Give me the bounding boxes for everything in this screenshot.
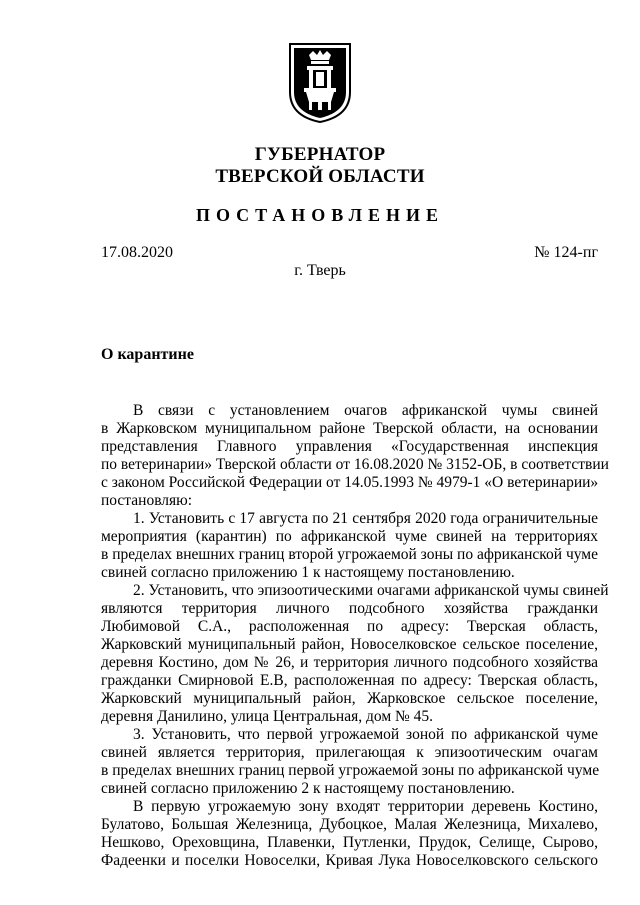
body-line: Булатово, Большая Железница, Дубоцкое, Малая Железница, Михалево,: [101, 816, 598, 833]
body-line: 1. Установить с 17 августа по 21 сентября 2020 года ограничительные: [133, 510, 598, 527]
document-subject: О карантине: [101, 346, 194, 363]
body-line: в пределах внешних границ первой угрожаемой зоны по африканской чуме: [101, 762, 600, 779]
body-line: деревня Данилино, улица Центральная, дом № 45.: [101, 708, 434, 725]
body-line: в Жарковском муниципальном районе Тверской области, на основании: [101, 420, 598, 437]
body-line: свиней согласно приложению 1 к настоящему постановлению.: [101, 564, 515, 581]
governor-title-line2: ТВЕРСКОЙ ОБЛАСТИ: [215, 166, 425, 187]
body-line: мероприятия (карантин) по африканской чуме свиней на территориях: [101, 528, 598, 545]
body-line: 2. Установить, что эпизоотическими очагами африканской чумы свиней: [133, 582, 609, 599]
document-date: 17.08.2020: [101, 244, 173, 261]
body-line: Нешково, Ореховщина, Плавенки, Путленки, Прудок, Селище, Сырово,: [101, 834, 598, 851]
body-line: Жарковский муниципальный район, Новоселковское сельское поселение,: [101, 636, 598, 653]
body-line: Жарковский муниципальный район, Жарковское сельское поселение,: [101, 690, 598, 707]
body-line: 3. Установить, что первой угрожаемой зоной по африканской чуме: [133, 726, 598, 743]
body-line: В связи с установлением очагов африканской чумы свиней: [133, 402, 598, 419]
body-line: Любимовой С.А., расположенная по адресу: Тверская область,: [101, 618, 598, 635]
coat-of-arms-emblem: [287, 42, 353, 124]
document-number: № 124-пг: [534, 244, 598, 261]
body-line: представления Главного управления «Государственная инспекция: [101, 438, 598, 455]
document-type-heading: ПОСТАНОВЛЕНИЕ: [195, 205, 445, 225]
body-line: являются территория личного подсобного хозяйства гражданки: [101, 600, 598, 617]
document-city: г. Тверь: [294, 262, 346, 279]
body-line: в пределах внешних границ второй угрожаемой зоны по африканской чуме: [101, 546, 598, 563]
body-line: с законом Российской Федерации от 14.05.1993 № 4979-1 «О ветеринарии»: [101, 474, 599, 491]
body-line: В первую угрожаемую зону входят территории деревень Костино,: [133, 798, 598, 815]
body-line: гражданки Смирновой Е.В, расположенная по адресу: Тверская область,: [101, 672, 598, 689]
body-line: по ветеринарии» Тверской области от 16.08.2020 № 3152-ОБ, в соответствии: [101, 456, 609, 473]
tver-emblem-icon: [287, 42, 353, 124]
body-line: Фадеенки и поселки Новоселки, Кривая Лука Новоселковского сельского: [101, 852, 598, 869]
body-line: деревня Костино, дом № 26, и территория личного подсобного хозяйства: [101, 654, 598, 671]
body-line: постановляю:: [101, 492, 193, 509]
body-line: свиней является территория, прилегающая к эпизоотическим очагам: [101, 744, 598, 761]
governor-title-line1: ГУБЕРНАТОР: [254, 144, 386, 165]
body-line: свиней согласно приложению 2 к настоящему постановлению.: [101, 780, 515, 797]
